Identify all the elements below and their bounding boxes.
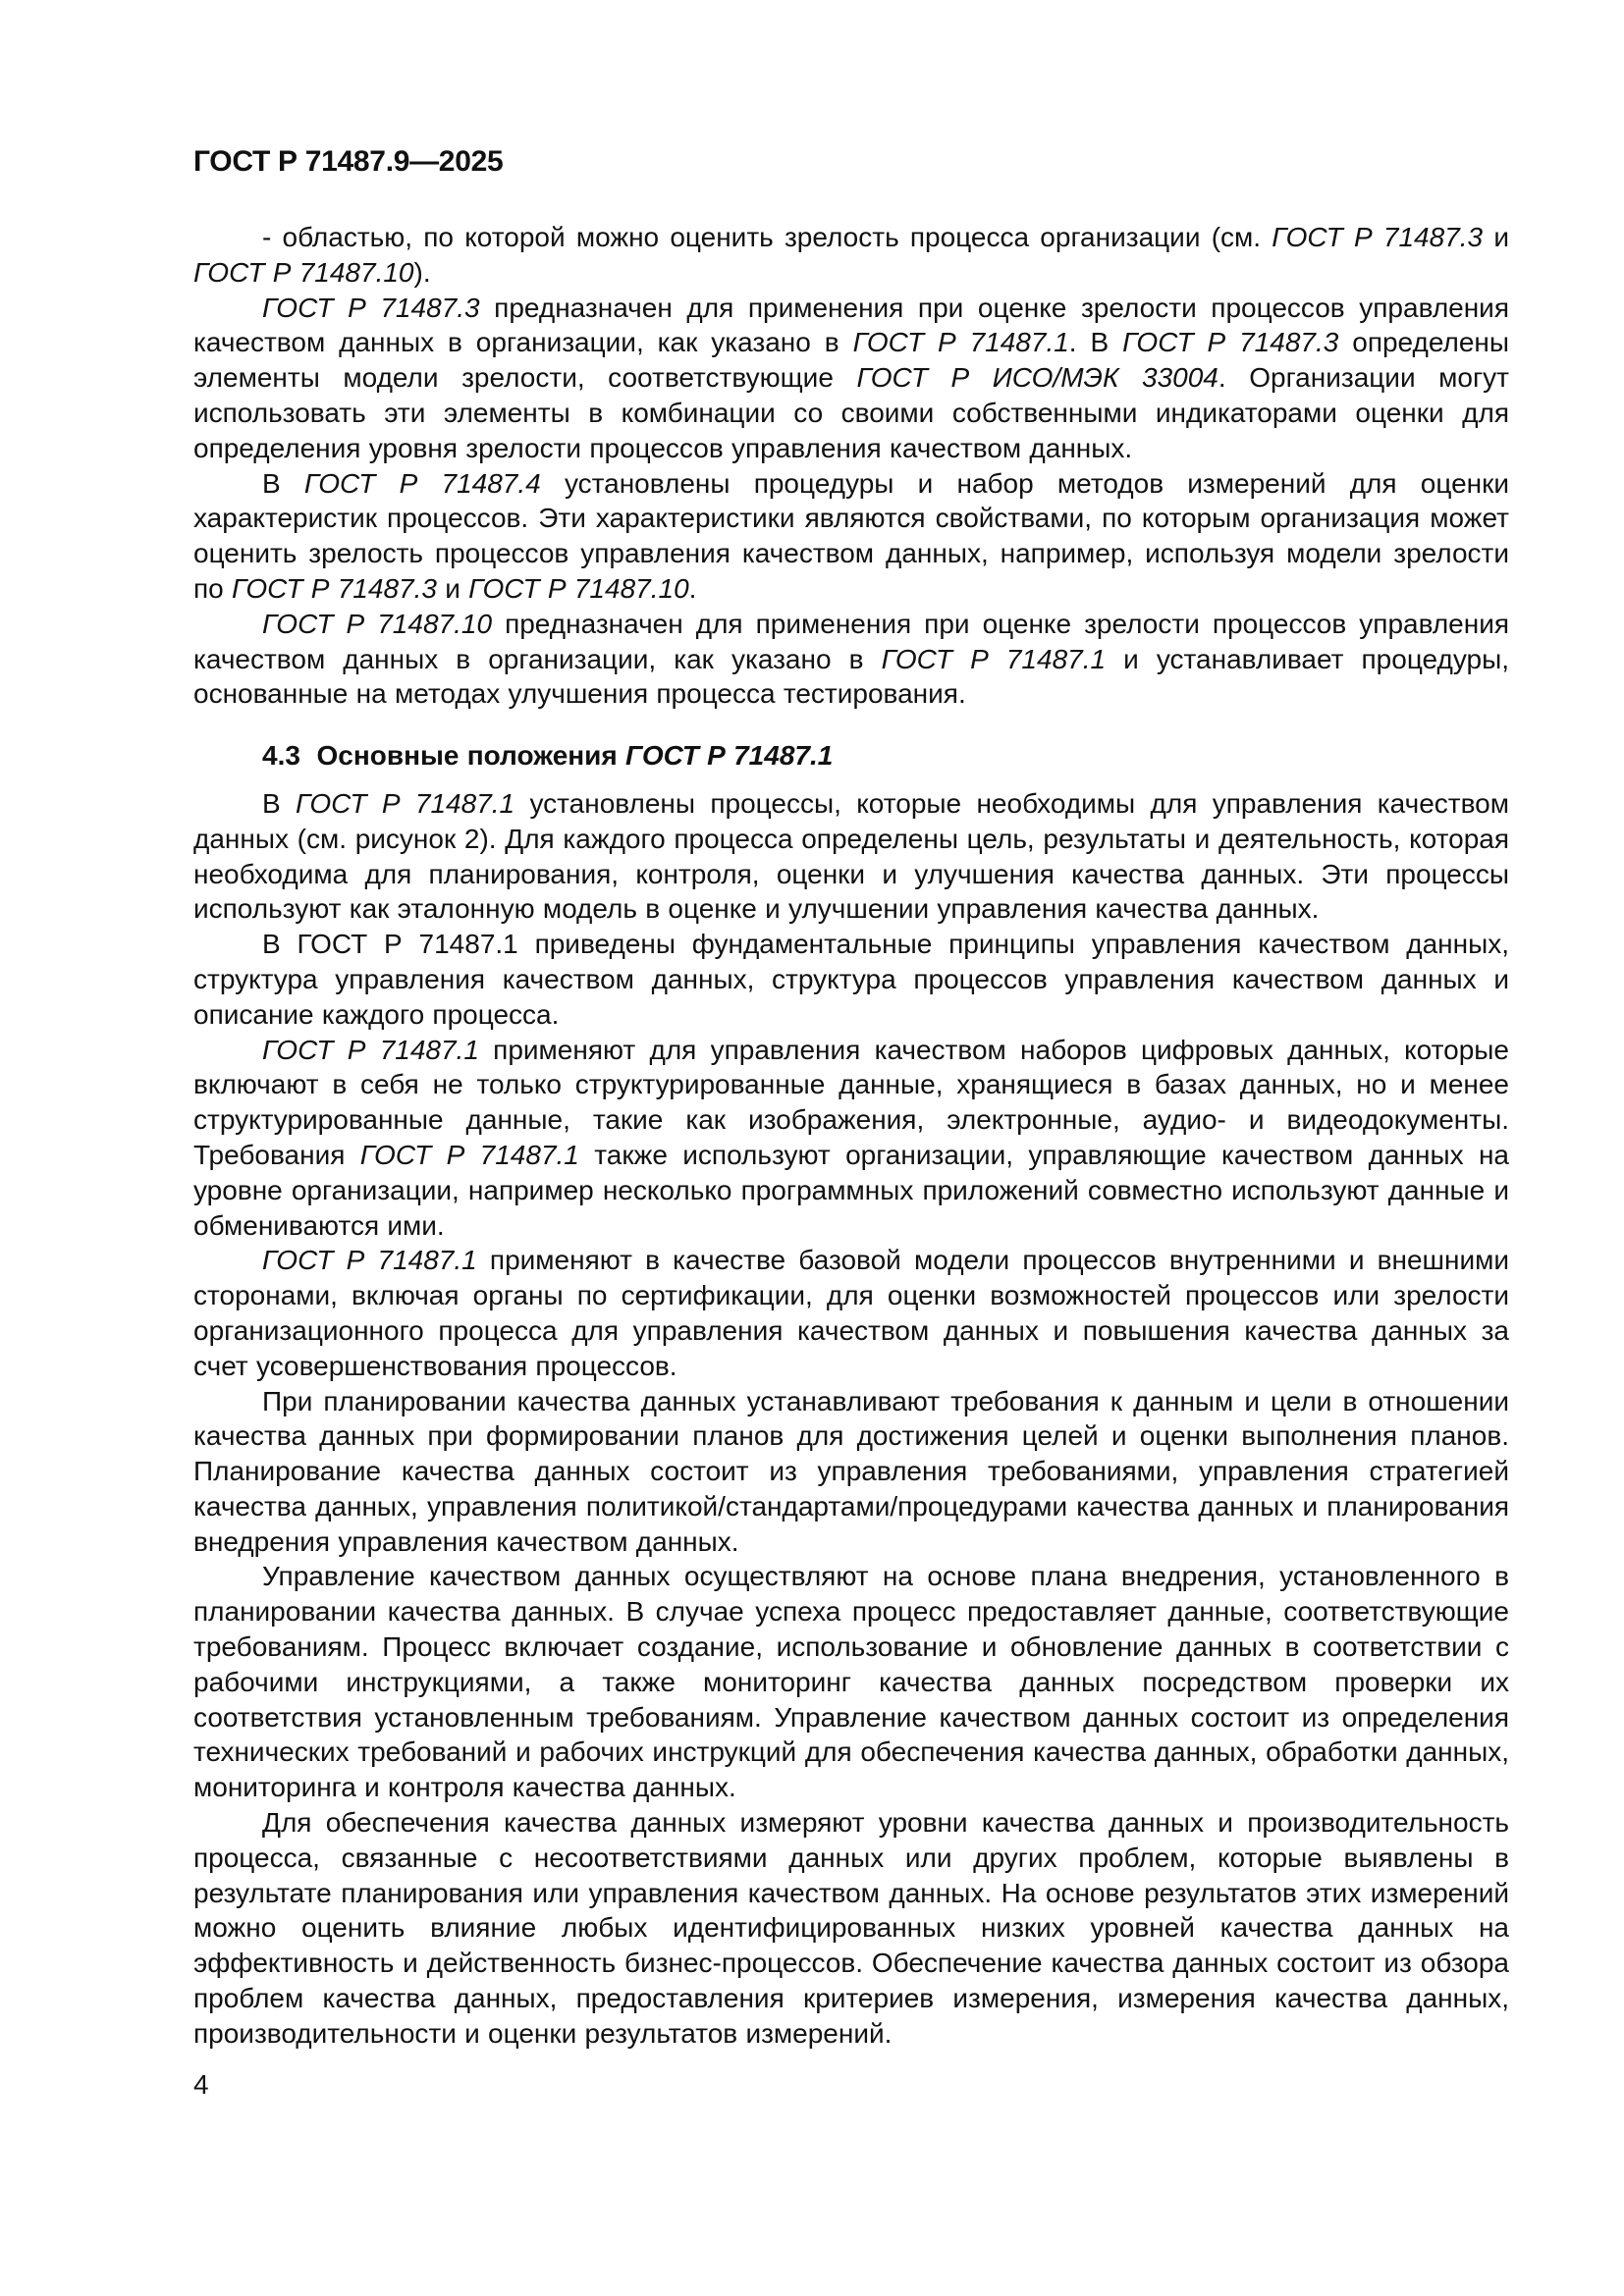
- text-run: предназначен для применения при оценке зрелости процессов управления качеством данных в организации, как указано в: [193, 608, 1509, 674]
- text-run: 4.3 Основные положения: [262, 740, 626, 772]
- standard-reference: ГОСТ Р 71487.1: [262, 1034, 479, 1065]
- text-run: - областью, по которой можно оценить зрелость процесса организации (см.: [262, 222, 1272, 252]
- standard-reference: ГОСТ Р 71487.1: [852, 327, 1069, 358]
- standard-reference: ГОСТ Р 71487.1: [359, 1139, 579, 1170]
- text-run: установлены процедуры и набор методов измерений для оценки характеристик процессов. Эти характеристики являются свойствами, по которым организация может оценить зрелость процессов управления качеством данных, например, используя модели зрелости по: [193, 467, 1509, 604]
- text-run: В: [262, 467, 304, 499]
- standard-reference: ГОСТ Р 71487.3: [1272, 222, 1484, 252]
- text-run: применяют для управления качеством наборов цифровых данных, которые включают в себя не только структурированные данные, хранящиеся в базах данных, но и менее структурированные данные, такие как изображения, электронные, аудио- и видеодокументы. Требования: [193, 1034, 1509, 1170]
- text-run: определены элементы модели зрелости, соответствующие: [193, 327, 1509, 394]
- text-run: . В: [1068, 327, 1123, 358]
- paragraph: [193, 1559, 1509, 1805]
- paragraph: [193, 1384, 1509, 1560]
- text-run: .: [688, 572, 697, 604]
- standard-reference: ГОСТ Р 71487.10: [468, 572, 689, 604]
- text-run: установлены процессы, которые необходимы для управления качеством данных (см. рисунок 2). Для каждого процесса определены цель, результаты и деятельность, которая необходима для планирования, контроля, оценки и улучшения качества данных. Эти процессы используют как эталонную модель в оценке и улучшении управления качества данных.: [193, 787, 1509, 925]
- paragraph: [193, 1805, 1509, 2052]
- text-run: и: [1483, 222, 1510, 252]
- standard-reference: ГОСТ Р 71487.1: [262, 1245, 477, 1276]
- text-run: ).: [413, 256, 431, 288]
- document-code: ГОСТ Р 71487.9—2025: [193, 145, 504, 178]
- text-run: Для обеспечения качества данных измеряют уровни качества данных и производительность процесса, связанные с несоответствиями данных или других проблем, которые выявлены в результате планирования или управления качеством данных. На основе результатов этих измерений можно оценить влияние любых идентифицированных низких уровней качества данных на эффективность и действенность бизнес-процессов. Обеспечение качества данных состоит из обзора проблем качества данных, предоставления критериев измерения, измерения качества данных, производительности и оценки результатов измерений.: [193, 1807, 1509, 2049]
- paragraph: [193, 466, 1509, 607]
- standard-reference: ГОСТ Р 71487.3: [1122, 327, 1339, 358]
- paragraph: [193, 927, 1509, 1032]
- text-run: предназначен для применения при оценке зрелости процессов управления качеством данных в организации, как указано в: [193, 292, 1509, 358]
- paragraph: [193, 786, 1509, 927]
- standard-reference: ГОСТ Р 71487.1: [625, 740, 834, 772]
- standard-reference: ГОСТ Р 71487.3: [262, 292, 480, 323]
- paragraph: [193, 1243, 1509, 1383]
- text-run: . Организации могут использовать эти элементы в комбинации со своими собственными индикаторами оценки для определения уровня зрелости процессов управления качеством данных.: [193, 362, 1509, 463]
- standard-reference: ГОСТ Р 71487.10: [193, 256, 414, 288]
- text-run: При планировании качества данных устанавливают требования к данным и цели в отношении качества данных при формировании планов для достижения целей и оценки выполнения планов. Планирование качества данных состоит из управления требованиями, управления стратегией качества данных, управления политикой/стандартами/процедурами качества данных и планирования внедрения управления качеством данных.: [193, 1385, 1509, 1557]
- text-run: В ГОСТ Р 71487.1 приведены фундаментальные принципы управления качеством данных, структура управления качеством данных, структура процессов управления качеством данных и описание каждого процесса.: [193, 929, 1509, 1030]
- text-run: и устанавливает процедуры, основанные на методах улучшения процесса тестирования.: [193, 643, 1510, 710]
- text-run: Управление качеством данных осуществляют на основе плана внедрения, установленного в планировании качества данных. В случае успеха процесс предоставляет данные, соответствующие требованиям. Процесс включает создание, использование и обновление данных в соответствии с рабочими инструкциями, а также мониторинг качества данных посредством проверки их соответствия установленным требованиям. Управление качеством данных состоит из определения технических требований и рабочих инструкций для обеспечения качества данных, обработки данных, мониторинга и контроля качества данных.: [193, 1561, 1509, 1803]
- paragraph: [193, 220, 1509, 291]
- section-heading: [193, 738, 1509, 774]
- document-body: [193, 220, 1509, 2052]
- paragraph: [193, 1033, 1509, 1244]
- page-number: 4: [193, 2069, 209, 2100]
- text-run: В: [262, 787, 297, 819]
- standard-reference: ГОСТ Р 71487.10: [262, 608, 493, 639]
- paragraph: [193, 607, 1509, 712]
- standard-reference: ГОСТ Р 71487.4: [303, 467, 541, 499]
- standard-reference: ГОСТ Р 71487.1: [881, 643, 1107, 674]
- text-run: также используют организации, управляющие качеством данных на уровне организации, например несколько программных приложений совместно используют данные и обмениваются ими.: [193, 1139, 1509, 1241]
- standard-reference: ГОСТ Р 71487.3: [232, 572, 437, 604]
- standard-reference: ГОСТ Р 71487.1: [296, 787, 515, 819]
- text-run: применяют в качестве базовой модели процессов внутренними и внешними сторонами, включая органы по сертификации, для оценки возможностей процессов или зрелости организационного процесса для управления качеством данных и повышения качества данных за счет усовершенствования процессов.: [193, 1245, 1510, 1381]
- standard-reference: ГОСТ Р ИСО/МЭК 33004: [856, 362, 1218, 394]
- paragraph: [193, 291, 1509, 466]
- text-run: и: [436, 572, 469, 604]
